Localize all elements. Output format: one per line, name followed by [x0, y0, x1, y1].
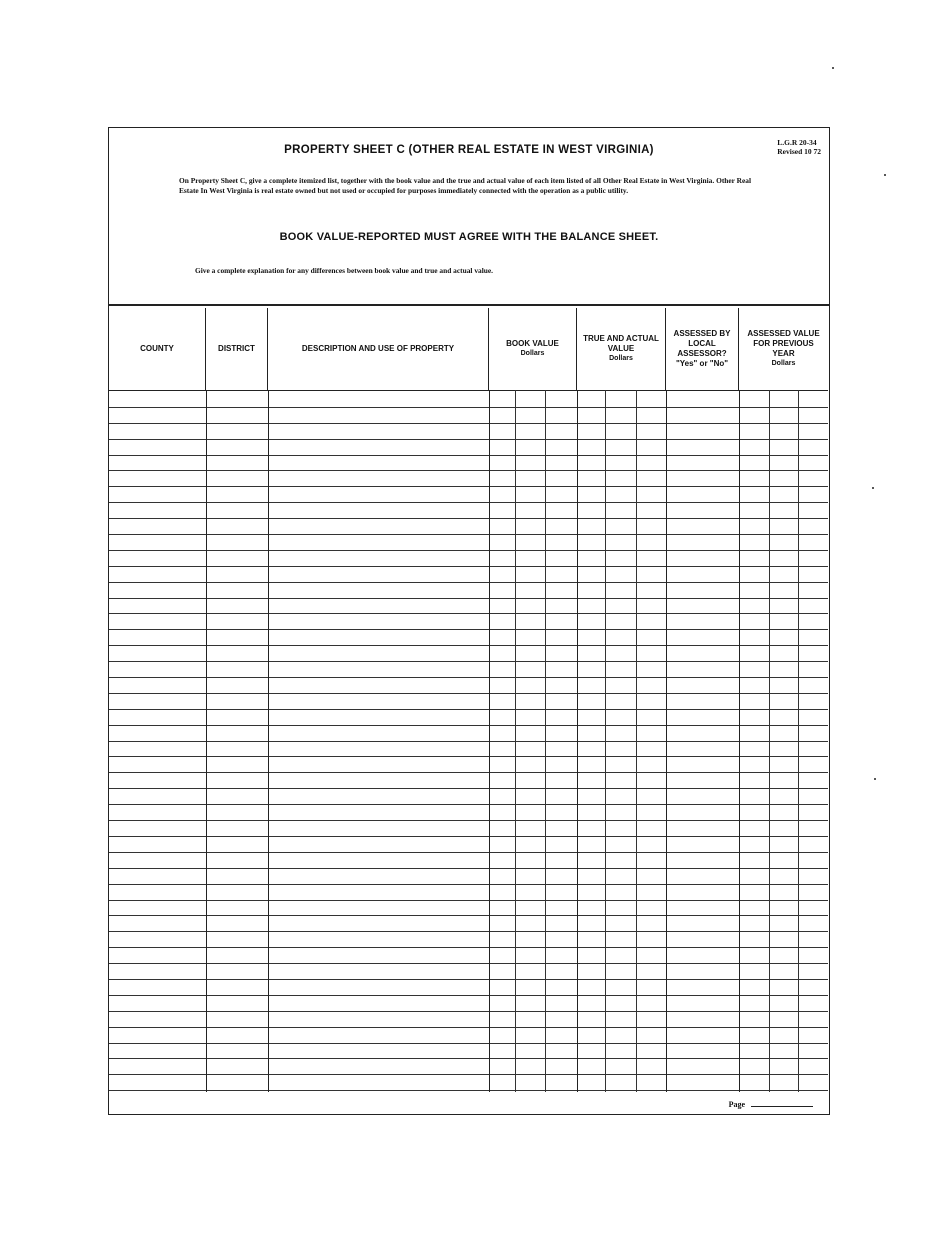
table-row[interactable] — [109, 789, 828, 805]
table-row[interactable] — [109, 837, 828, 853]
column-header-assessed-by-local — [666, 308, 739, 390]
table-row[interactable] — [109, 1012, 828, 1028]
header-divider — [109, 304, 829, 306]
column-header-district — [206, 308, 268, 390]
table-row[interactable] — [109, 694, 828, 710]
table-row[interactable] — [109, 662, 828, 678]
column-label: COUNTY — [140, 344, 174, 353]
table-row[interactable] — [109, 742, 828, 758]
form-instructions: On Property Sheet C, give a complete itemized list, together with the book value and the true and actual value of each item listed of all Other Real Estate in West Virginia. Other Real Estate In West Virginia is real estate owned but not used or occupied for purposes immediately connected with the operation as a public utility. — [179, 176, 752, 195]
table-row[interactable] — [109, 408, 828, 424]
scan-speck — [872, 487, 874, 489]
column-label: TRUE AND ACTUAL VALUE — [583, 334, 659, 353]
column-unit: Dollars — [520, 350, 545, 357]
table-row[interactable] — [109, 1044, 828, 1060]
column-divider — [577, 390, 578, 1092]
scan-speck — [884, 174, 886, 176]
table-row[interactable] — [109, 805, 828, 821]
table-row[interactable] — [109, 567, 828, 583]
column-label: DESCRIPTION AND USE OF PROPERTY — [301, 344, 455, 353]
table-row[interactable] — [109, 773, 828, 789]
table-row[interactable] — [109, 471, 828, 487]
subcolumn-divider — [769, 390, 770, 1092]
table-row[interactable] — [109, 678, 828, 694]
table-row[interactable] — [109, 519, 828, 535]
table-row[interactable] — [109, 487, 828, 503]
table-row[interactable] — [109, 853, 828, 869]
table-row[interactable] — [109, 964, 828, 980]
table-row[interactable] — [109, 392, 828, 408]
page-label: Page — [728, 1100, 745, 1109]
subcolumn-divider — [798, 390, 799, 1092]
table-row[interactable] — [109, 535, 828, 551]
table-row[interactable] — [109, 630, 828, 646]
property-table — [109, 308, 828, 391]
column-label: ASSESSED VALUE FOR PREVIOUS YEAR — [747, 329, 820, 358]
table-row[interactable] — [109, 901, 828, 917]
table-row[interactable] — [109, 614, 828, 630]
table-row[interactable] — [109, 996, 828, 1012]
table-row[interactable] — [109, 1028, 828, 1044]
table-row[interactable] — [109, 885, 828, 901]
page-number-field[interactable] — [751, 1106, 813, 1107]
form-title: PROPERTY SHEET C (OTHER REAL ESTATE IN WEST VIRGINIA) — [284, 144, 654, 156]
column-divider — [666, 390, 667, 1092]
table-header — [109, 308, 828, 391]
table-row[interactable] — [109, 646, 828, 662]
table-body — [109, 392, 828, 1091]
balance-sheet-notice: BOOK VALUE-REPORTED MUST AGREE WITH THE BALANCE SHEET. — [279, 231, 659, 243]
scan-speck — [832, 67, 834, 69]
scan-speck — [874, 778, 876, 780]
table-row[interactable] — [109, 503, 828, 519]
column-header-county — [109, 308, 206, 390]
column-header-description — [268, 308, 489, 390]
column-header-book-value — [489, 308, 577, 390]
table-row[interactable] — [109, 456, 828, 472]
column-divider — [739, 390, 740, 1092]
subcolumn-divider — [636, 390, 637, 1092]
column-label: BOOK VALUE — [506, 339, 559, 348]
table-row[interactable] — [109, 440, 828, 456]
table-row[interactable] — [109, 1075, 828, 1091]
form-number: L.G.R 20-34 — [777, 138, 817, 147]
table-row[interactable] — [109, 551, 828, 567]
table-row[interactable] — [109, 710, 828, 726]
table-row[interactable] — [109, 932, 828, 948]
table-row[interactable] — [109, 583, 828, 599]
table-row[interactable] — [109, 980, 828, 996]
property-sheet-form — [108, 127, 830, 1115]
column-divider — [206, 390, 207, 1092]
subcolumn-divider — [545, 390, 546, 1092]
column-unit: Dollars — [771, 360, 796, 367]
column-divider — [489, 390, 490, 1092]
column-header-previous-year — [739, 308, 828, 390]
subcolumn-divider — [605, 390, 606, 1092]
table-row[interactable] — [109, 424, 828, 440]
explanation-instruction: Give a complete explanation for any differences between book value and true and actual value. — [195, 266, 494, 275]
table-row[interactable] — [109, 599, 828, 615]
column-label: DISTRICT — [218, 344, 255, 353]
table-row[interactable] — [109, 916, 828, 932]
table-row[interactable] — [109, 869, 828, 885]
table-row[interactable] — [109, 1059, 828, 1075]
table-row[interactable] — [109, 948, 828, 964]
column-divider — [268, 390, 269, 1092]
table-row[interactable] — [109, 821, 828, 837]
subcolumn-divider — [515, 390, 516, 1092]
table-row[interactable] — [109, 757, 828, 773]
table-row[interactable] — [109, 726, 828, 742]
column-header-true-value — [577, 308, 666, 390]
column-unit: Dollars — [609, 355, 633, 362]
form-revision: Revised 10 72 — [777, 147, 821, 156]
column-label: ASSESSED BY LOCAL ASSESSOR? "Yes" or "No" — [673, 329, 731, 368]
